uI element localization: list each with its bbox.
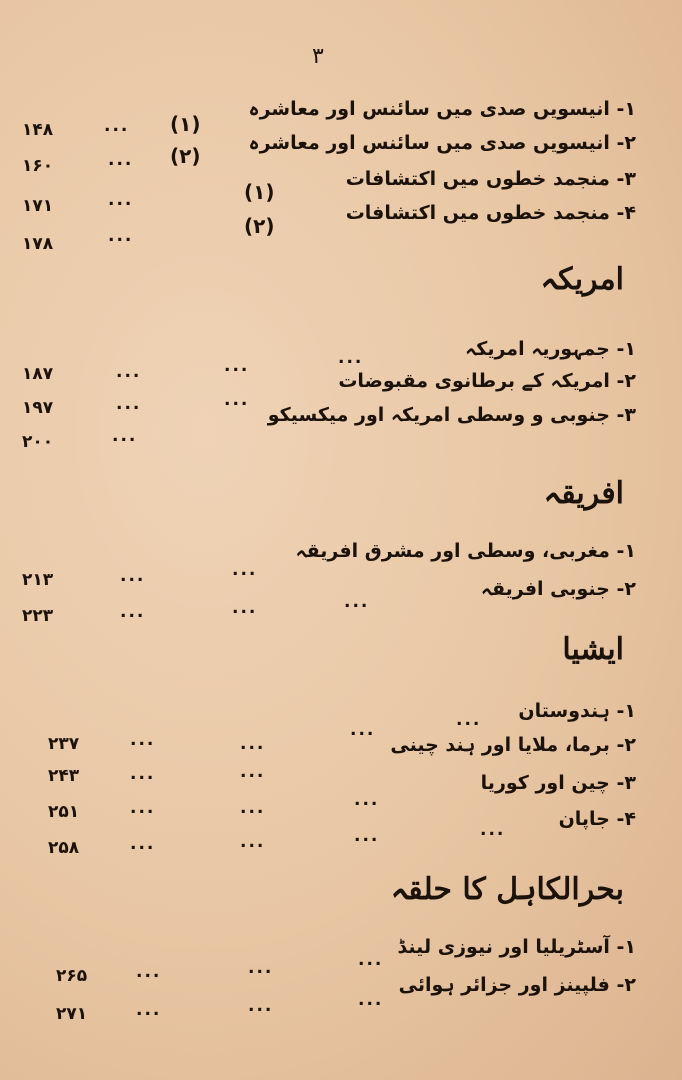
part-mark: (۱) [244,180,275,204]
toc-entry: ۴- منجمد خطوں میں اکتشافات [345,202,636,224]
leader-dots: ... [112,426,138,446]
leader-dots: ... [480,820,506,840]
toc-entry: ۲- جنوبی افریقہ [480,578,636,600]
section-heading: بحرالکاہل کا حلقہ [390,872,624,907]
toc-entry: ۳- چین اور کوریا [480,772,636,794]
toc-entry: ۱- جمہوریہ امریکہ [465,338,636,360]
leader-dots: ... [240,798,266,818]
toc-entry: ۴- جاپان [558,808,636,830]
leader-dots: ... [350,720,376,740]
page-ref: ۲۱۳ [22,570,54,590]
leader-dots: ... [130,834,156,854]
page-ref: ۲۲۳ [22,606,54,626]
section-heading: ایشیا [562,632,624,667]
leader-dots: ... [104,116,130,136]
leader-dots: ... [358,990,384,1010]
page-ref: ۱۸۷ [22,364,54,384]
page-ref: ۱۴۸ [22,120,54,140]
leader-dots: ... [136,962,162,982]
page-ref: ۲۵۸ [48,838,80,858]
toc-entry: ۲- برما، ملایا اور ہند چینی [390,734,636,756]
part-mark: (۲) [170,144,201,168]
page-number: ۳ [312,44,324,69]
leader-dots: ... [136,1000,162,1020]
toc-entry: ۱- انیسویں صدی میں سائنس اور معاشرہ [248,98,636,120]
leader-dots: ... [120,602,146,622]
leader-dots: ... [240,734,266,754]
toc-entry: ۳- جنوبی و وسطی امریکہ اور میکسیکو [267,404,636,426]
leader-dots: ... [120,566,146,586]
leader-dots: ... [116,394,142,414]
page-ref: ۱۹۷ [22,398,54,418]
leader-dots: ... [338,348,364,368]
leader-dots: ... [354,826,380,846]
leader-dots: ... [116,362,142,382]
toc-entry: ۱- مغربی، وسطی اور مشرق افریقہ [295,540,636,562]
section-heading: افریقہ [543,476,624,511]
leader-dots: ... [130,730,156,750]
page-ref: ۱۷۱ [22,196,54,216]
leader-dots: ... [130,798,156,818]
leader-dots: ... [108,226,134,246]
toc-entry: ۳- منجمد خطوں میں اکتشافات [345,168,636,190]
toc-entry: ۲- امریکہ کے برطانوی مقبوضات [338,370,636,392]
page-ref: ۲۳۷ [48,734,80,754]
leader-dots: ... [108,150,134,170]
leader-dots: ... [108,190,134,210]
leader-dots: ... [224,356,250,376]
page-ref: ۲۷۱ [56,1004,88,1024]
leader-dots: ... [224,390,250,410]
part-mark: (۱) [170,112,201,136]
toc-entry: ۱- آسٹریلیا اور نیوزی لینڈ [397,936,636,958]
page-ref: ۱۷۸ [22,234,54,254]
leader-dots: ... [232,598,258,618]
leader-dots: ... [358,950,384,970]
page-ref: ۲۵۱ [48,802,80,822]
leader-dots: ... [232,560,258,580]
page-ref: ۲۶۵ [56,966,88,986]
leader-dots: ... [354,790,380,810]
section-heading: امریکہ [540,262,624,297]
leader-dots: ... [240,762,266,782]
toc-entry: ۱- ہندوستان [518,700,636,722]
toc-entry: ۲- انیسویں صدی میں سائنس اور معاشرہ [248,132,636,154]
leader-dots: ... [344,592,370,612]
page-ref: ۱۶۰ [22,156,54,176]
leader-dots: ... [130,764,156,784]
page-ref: ۲۴۳ [48,766,80,786]
part-mark: (۲) [244,214,275,238]
leader-dots: ... [456,710,482,730]
leader-dots: ... [248,958,274,978]
page-ref: ۲۰۰ [22,432,54,452]
leader-dots: ... [240,832,266,852]
toc-entry: ۲- فلپینز اور جزائر ہوائی [398,974,636,996]
leader-dots: ... [248,996,274,1016]
